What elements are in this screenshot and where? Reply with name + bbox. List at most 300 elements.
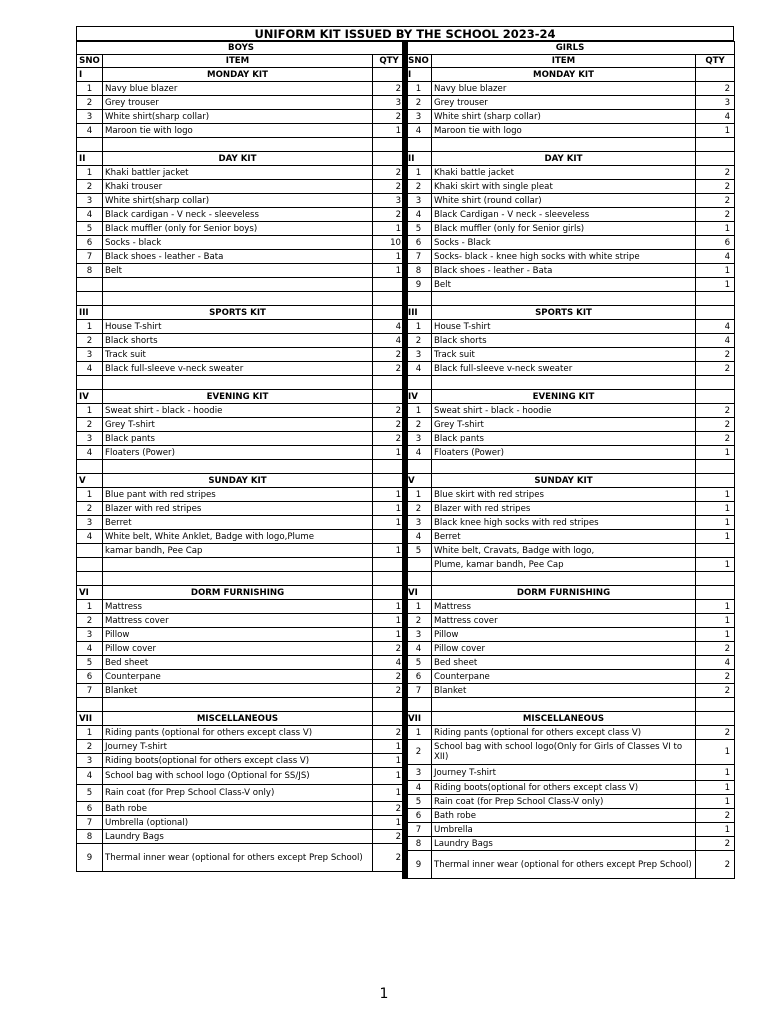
- qty-cell: 2: [696, 432, 735, 446]
- item-cell: Laundry Bags: [103, 830, 373, 844]
- item-cell: [103, 376, 373, 390]
- sno-cell: [77, 292, 103, 306]
- sno-cell: 7: [77, 816, 103, 830]
- qty-cell: 2: [373, 432, 406, 446]
- girls-section: [405, 41, 734, 879]
- item-row: [77, 785, 406, 802]
- sno-cell: 1: [77, 488, 103, 502]
- qty-cell: 2: [696, 166, 735, 180]
- sno-cell: [406, 558, 432, 572]
- sno-cell: 3: [406, 194, 432, 208]
- item-row: [77, 656, 406, 670]
- item-row: [406, 823, 735, 837]
- item-cell: [432, 292, 696, 306]
- qty-cell: 4: [373, 656, 406, 670]
- sno-cell: 2: [406, 502, 432, 516]
- sno-cell: 3: [77, 754, 103, 768]
- sno-cell: [406, 376, 432, 390]
- item-row: [406, 236, 735, 250]
- item-row: [406, 110, 735, 124]
- sno-cell: 6: [406, 809, 432, 823]
- qty-cell: 3: [696, 96, 735, 110]
- sno-cell: 5: [77, 222, 103, 236]
- item-cell: Maroon tie with logo: [103, 124, 373, 138]
- item-row: [406, 446, 735, 460]
- item-cell: Mattress cover: [432, 614, 696, 628]
- item-cell: Mattress cover: [103, 614, 373, 628]
- item-row: [77, 124, 406, 138]
- item-cell: White shirt (sharp collar): [432, 110, 696, 124]
- qty-cell: 1: [373, 768, 406, 785]
- section-number: II: [406, 152, 432, 166]
- sno-cell: 1: [77, 166, 103, 180]
- sno-cell: [77, 544, 103, 558]
- sno-cell: 2: [406, 334, 432, 348]
- item-cell: Black Cardigan - V neck - sleeveless: [432, 208, 696, 222]
- sno-cell: 6: [406, 670, 432, 684]
- item-row: [406, 795, 735, 809]
- item-row: [77, 754, 406, 768]
- section-title: SPORTS KIT: [432, 306, 696, 320]
- qty-cell: [696, 572, 735, 586]
- sno-cell: 4: [77, 530, 103, 544]
- sno-cell: [406, 292, 432, 306]
- sno-cell: 4: [406, 530, 432, 544]
- sno-cell: 3: [406, 110, 432, 124]
- qty-cell: [373, 586, 406, 600]
- section-title: SPORTS KIT: [103, 306, 373, 320]
- item-cell: Black shorts: [103, 334, 373, 348]
- sno-cell: 3: [406, 765, 432, 781]
- item-row: [406, 628, 735, 642]
- item-cell: Counterpane: [432, 670, 696, 684]
- item-row: [77, 180, 406, 194]
- item-cell: Blue skirt with red stripes: [432, 488, 696, 502]
- qty-cell: [696, 474, 735, 488]
- page-number: 1: [379, 986, 389, 1002]
- qty-cell: [373, 474, 406, 488]
- spacer-row: [77, 138, 406, 152]
- item-row: [77, 670, 406, 684]
- qty-cell: 1: [373, 488, 406, 502]
- qty-cell: 2: [696, 837, 735, 851]
- item-cell: Khaki battler jacket: [103, 166, 373, 180]
- sno-cell: 2: [406, 96, 432, 110]
- item-row: [406, 208, 735, 222]
- item-row: [406, 124, 735, 138]
- qty-cell: [696, 152, 735, 166]
- item-cell: Bath robe: [432, 809, 696, 823]
- item-cell: Pillow cover: [103, 642, 373, 656]
- sno-cell: [77, 278, 103, 292]
- qty-cell: 1: [373, 544, 406, 558]
- boys-column-header-row: [77, 55, 406, 68]
- item-cell: Pillow: [103, 628, 373, 642]
- sno-cell: 9: [406, 851, 432, 879]
- item-cell: Umbrella: [432, 823, 696, 837]
- section-number: IV: [77, 390, 103, 404]
- qty-header: QTY: [696, 55, 735, 68]
- item-row: [406, 670, 735, 684]
- qty-cell: 6: [696, 236, 735, 250]
- section-number: I: [77, 68, 103, 82]
- qty-cell: 1: [696, 124, 735, 138]
- item-cell: Counterpane: [103, 670, 373, 684]
- sno-cell: 3: [77, 628, 103, 642]
- qty-cell: 4: [373, 334, 406, 348]
- item-row: [77, 334, 406, 348]
- boys-section: [76, 41, 405, 879]
- section-number: V: [406, 474, 432, 488]
- sno-cell: 6: [77, 802, 103, 816]
- item-cell: Plume, kamar bandh, Pee Cap: [432, 558, 696, 572]
- section-header-row: [77, 390, 406, 404]
- item-cell: Riding pants (optional for others except class V): [103, 726, 373, 740]
- sno-cell: 1: [406, 726, 432, 740]
- sno-cell: 6: [406, 236, 432, 250]
- sno-cell: 1: [77, 726, 103, 740]
- item-row: [77, 768, 406, 785]
- sno-cell: 1: [406, 82, 432, 96]
- sno-cell: 5: [406, 544, 432, 558]
- girls-column-header-row: [406, 55, 735, 68]
- spacer-row: [77, 558, 406, 572]
- section-header-row: [406, 390, 735, 404]
- sno-cell: 4: [406, 124, 432, 138]
- item-cell: Pillow cover: [432, 642, 696, 656]
- item-cell: Thermal inner wear (optional for others except Prep School): [103, 844, 373, 872]
- item-cell: Blanket: [432, 684, 696, 698]
- item-row: [406, 432, 735, 446]
- item-row: [406, 684, 735, 698]
- item-cell: Black muffler (only for Senior girls): [432, 222, 696, 236]
- item-cell: [103, 572, 373, 586]
- qty-cell: 1: [373, 124, 406, 138]
- qty-cell: 2: [373, 82, 406, 96]
- item-cell: Berret: [103, 516, 373, 530]
- item-cell: [432, 572, 696, 586]
- section-title: DORM FURNISHING: [432, 586, 696, 600]
- sno-cell: 2: [406, 740, 432, 765]
- item-row: [406, 502, 735, 516]
- sno-cell: 4: [406, 781, 432, 795]
- item-row: [77, 320, 406, 334]
- item-row: [77, 502, 406, 516]
- qty-cell: 2: [696, 82, 735, 96]
- sno-cell: 4: [406, 208, 432, 222]
- qty-cell: 1: [696, 823, 735, 837]
- item-row: [77, 628, 406, 642]
- qty-cell: 1: [373, 740, 406, 754]
- qty-cell: 1: [696, 222, 735, 236]
- qty-cell: 2: [696, 726, 735, 740]
- qty-cell: 4: [373, 320, 406, 334]
- qty-cell: 1: [373, 222, 406, 236]
- item-cell: Bath robe: [103, 802, 373, 816]
- spacer-row: [77, 376, 406, 390]
- qty-cell: 1: [696, 795, 735, 809]
- sno-cell: 3: [77, 348, 103, 362]
- sno-cell: 4: [406, 362, 432, 376]
- item-row: [406, 765, 735, 781]
- sno-cell: [406, 572, 432, 586]
- item-row: [77, 544, 406, 558]
- sno-cell: 7: [77, 250, 103, 264]
- boys-heading-row: [77, 42, 406, 55]
- qty-cell: 1: [373, 628, 406, 642]
- qty-cell: 2: [696, 348, 735, 362]
- spacer-row: [406, 460, 735, 474]
- item-cell: Black pants: [432, 432, 696, 446]
- item-cell: Black full-sleeve v-neck sweater: [103, 362, 373, 376]
- section-header-row: [77, 152, 406, 166]
- qty-cell: [373, 572, 406, 586]
- item-row: [406, 544, 735, 558]
- qty-cell: [373, 698, 406, 712]
- qty-cell: 2: [696, 194, 735, 208]
- qty-cell: 4: [696, 334, 735, 348]
- item-cell: Rain coat (for Prep School Class-V only): [103, 785, 373, 802]
- item-row: [77, 844, 406, 872]
- item-row: [406, 166, 735, 180]
- sno-header: SNO: [406, 55, 432, 68]
- sno-cell: 3: [406, 628, 432, 642]
- item-row: [406, 194, 735, 208]
- qty-cell: [696, 138, 735, 152]
- section-title: SUNDAY KIT: [103, 474, 373, 488]
- item-cell: [432, 376, 696, 390]
- item-row: [406, 781, 735, 795]
- spacer-row: [406, 138, 735, 152]
- item-cell: Black muffler (only for Senior boys): [103, 222, 373, 236]
- item-row: [406, 222, 735, 236]
- section-number: IV: [406, 390, 432, 404]
- qty-cell: [696, 460, 735, 474]
- item-cell: White belt, White Anklet, Badge with logo,Plume: [103, 530, 373, 544]
- item-row: [406, 180, 735, 194]
- item-cell: [103, 292, 373, 306]
- item-cell: Riding pants (optional for others except class V): [432, 726, 696, 740]
- sno-cell: 2: [77, 502, 103, 516]
- qty-cell: 1: [696, 628, 735, 642]
- item-header: ITEM: [432, 55, 696, 68]
- section-number: VII: [406, 712, 432, 726]
- item-row: [77, 236, 406, 250]
- spacer-row: [406, 292, 735, 306]
- sno-cell: [406, 138, 432, 152]
- item-cell: White shirt(sharp collar): [103, 110, 373, 124]
- qty-cell: 4: [696, 320, 735, 334]
- item-cell: Navy blue blazer: [103, 82, 373, 96]
- qty-cell: 1: [696, 488, 735, 502]
- qty-cell: [373, 712, 406, 726]
- qty-cell: 2: [373, 404, 406, 418]
- item-cell: Khaki trouser: [103, 180, 373, 194]
- qty-cell: 1: [373, 816, 406, 830]
- spacer-row: [406, 698, 735, 712]
- section-title: EVENING KIT: [432, 390, 696, 404]
- qty-cell: [373, 306, 406, 320]
- section-header-row: [406, 306, 735, 320]
- item-row: [406, 614, 735, 628]
- sno-header: SNO: [77, 55, 103, 68]
- spacer-row: [77, 460, 406, 474]
- section-title: MISCELLANEOUS: [432, 712, 696, 726]
- item-cell: Black shoes - leather - Bata: [432, 264, 696, 278]
- sno-cell: 7: [406, 250, 432, 264]
- item-cell: Blanket: [103, 684, 373, 698]
- sno-cell: 8: [77, 264, 103, 278]
- item-row: [77, 446, 406, 460]
- qty-cell: [373, 152, 406, 166]
- qty-cell: [373, 376, 406, 390]
- sno-cell: [77, 376, 103, 390]
- item-cell: Navy blue blazer: [432, 82, 696, 96]
- sno-cell: 8: [406, 264, 432, 278]
- item-cell: Grey T-shirt: [103, 418, 373, 432]
- item-cell: Umbrella (optional): [103, 816, 373, 830]
- item-row: [77, 404, 406, 418]
- item-cell: [103, 460, 373, 474]
- item-cell: Blazer with red stripes: [103, 502, 373, 516]
- item-cell: Belt: [432, 278, 696, 292]
- sno-cell: 2: [77, 740, 103, 754]
- item-cell: Black cardigan - V neck - sleeveless: [103, 208, 373, 222]
- sno-cell: 4: [406, 642, 432, 656]
- item-cell: Black shoes - leather - Bata: [103, 250, 373, 264]
- section-header-row: [406, 152, 735, 166]
- item-row: [406, 726, 735, 740]
- section-header-row: [77, 712, 406, 726]
- qty-cell: [373, 530, 406, 544]
- section-title: SUNDAY KIT: [432, 474, 696, 488]
- item-cell: [432, 460, 696, 474]
- section-header-row: [406, 474, 735, 488]
- qty-cell: 1: [696, 781, 735, 795]
- sno-cell: 9: [77, 844, 103, 872]
- qty-cell: [696, 698, 735, 712]
- section-header-row: [406, 586, 735, 600]
- item-cell: [432, 138, 696, 152]
- sno-cell: [77, 572, 103, 586]
- item-cell: Grey trouser: [432, 96, 696, 110]
- sno-cell: 9: [406, 278, 432, 292]
- qty-cell: 2: [373, 670, 406, 684]
- qty-cell: 1: [696, 278, 735, 292]
- sno-cell: [77, 698, 103, 712]
- qty-cell: 1: [373, 614, 406, 628]
- section-title: DORM FURNISHING: [103, 586, 373, 600]
- section-title: EVENING KIT: [103, 390, 373, 404]
- item-row: [77, 166, 406, 180]
- sno-cell: 2: [77, 418, 103, 432]
- boys-table: [76, 41, 406, 872]
- item-row: [406, 837, 735, 851]
- qty-cell: 1: [696, 558, 735, 572]
- sno-cell: 4: [77, 642, 103, 656]
- document-title: UNIFORM KIT ISSUED BY THE SCHOOL 2023-24: [76, 26, 734, 41]
- sno-cell: 8: [77, 830, 103, 844]
- item-cell: White belt, Cravats, Badge with logo,: [432, 544, 696, 558]
- qty-cell: 4: [696, 250, 735, 264]
- qty-cell: 2: [373, 166, 406, 180]
- sno-cell: 2: [77, 334, 103, 348]
- item-cell: [103, 278, 373, 292]
- item-row: [77, 222, 406, 236]
- qty-cell: 1: [696, 446, 735, 460]
- spacer-row: [77, 278, 406, 292]
- qty-cell: [373, 68, 406, 82]
- qty-cell: 1: [373, 754, 406, 768]
- qty-header: QTY: [373, 55, 406, 68]
- item-cell: Belt: [103, 264, 373, 278]
- sno-cell: 3: [77, 432, 103, 446]
- sno-cell: 2: [77, 96, 103, 110]
- qty-cell: 2: [373, 362, 406, 376]
- sno-cell: 2: [77, 180, 103, 194]
- item-row: [406, 516, 735, 530]
- section-header-row: [406, 68, 735, 82]
- sno-cell: [406, 698, 432, 712]
- qty-cell: [696, 68, 735, 82]
- item-row: [406, 320, 735, 334]
- item-cell: Journey T-shirt: [432, 765, 696, 781]
- item-cell: Riding boots(optional for others except class V): [103, 754, 373, 768]
- qty-cell: [373, 390, 406, 404]
- section-title: MONDAY KIT: [432, 68, 696, 82]
- section-title: DAY KIT: [432, 152, 696, 166]
- sno-cell: 2: [406, 418, 432, 432]
- qty-cell: 2: [696, 404, 735, 418]
- item-row: [77, 726, 406, 740]
- item-row: [406, 96, 735, 110]
- item-cell: Journey T-shirt: [103, 740, 373, 754]
- item-header: ITEM: [103, 55, 373, 68]
- item-row: [77, 250, 406, 264]
- sno-cell: 4: [77, 362, 103, 376]
- qty-cell: [373, 460, 406, 474]
- sno-cell: 5: [406, 656, 432, 670]
- item-row: [406, 642, 735, 656]
- uniform-kit-sheet: [76, 26, 734, 879]
- item-row: [406, 278, 735, 292]
- sno-cell: 3: [77, 194, 103, 208]
- sno-cell: 4: [77, 208, 103, 222]
- item-row: [77, 516, 406, 530]
- item-cell: Socks - Black: [432, 236, 696, 250]
- spacer-row: [77, 698, 406, 712]
- item-cell: Riding boots(optional for others except class V): [432, 781, 696, 795]
- sno-cell: 3: [406, 348, 432, 362]
- qty-cell: 2: [373, 642, 406, 656]
- sno-cell: [77, 460, 103, 474]
- sno-cell: [77, 138, 103, 152]
- item-cell: Track suit: [103, 348, 373, 362]
- section-number: VII: [77, 712, 103, 726]
- qty-cell: 2: [696, 809, 735, 823]
- qty-cell: 1: [373, 600, 406, 614]
- item-cell: School bag with school logo (Optional for SS/JS): [103, 768, 373, 785]
- qty-cell: 1: [696, 530, 735, 544]
- sno-cell: 6: [77, 236, 103, 250]
- qty-cell: [696, 306, 735, 320]
- qty-cell: [373, 138, 406, 152]
- qty-cell: 2: [696, 670, 735, 684]
- item-cell: Mattress: [432, 600, 696, 614]
- item-row: [406, 334, 735, 348]
- item-row: [77, 530, 406, 544]
- item-row: [77, 418, 406, 432]
